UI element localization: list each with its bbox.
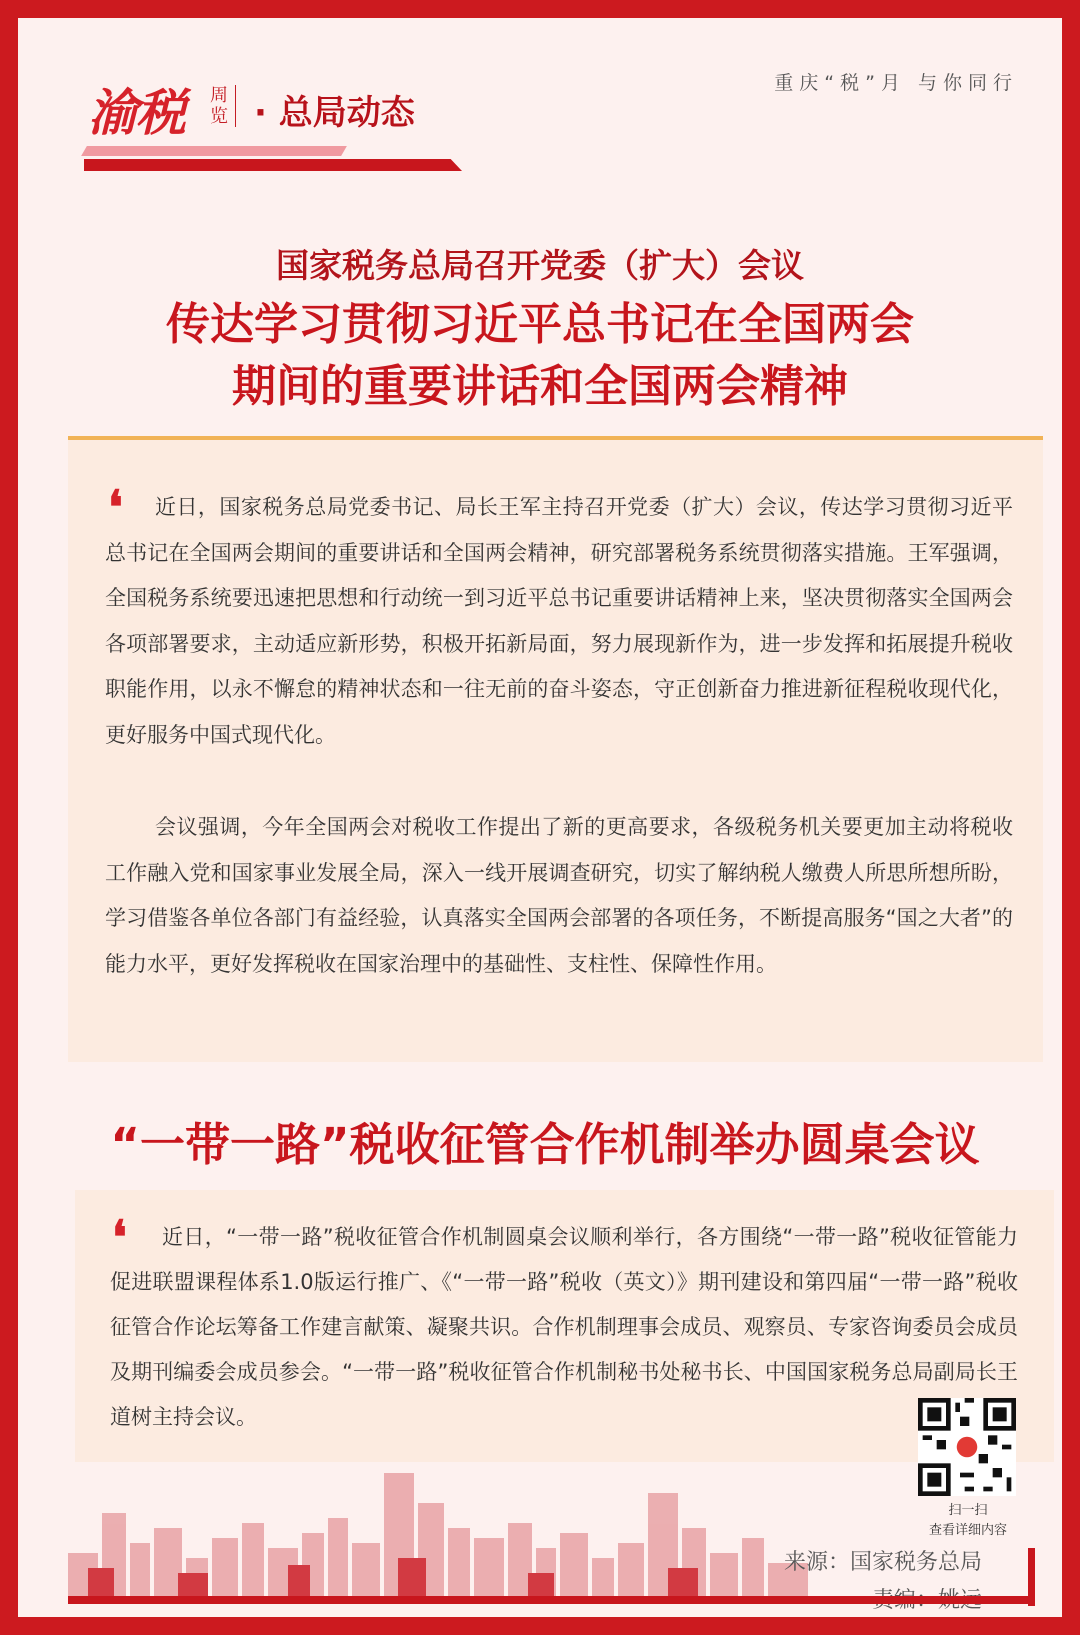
logo: [88, 73, 228, 145]
footer-vertical-bar: [1028, 1548, 1035, 1606]
section-title: · 总局动态: [254, 93, 415, 133]
article2-paragraph1: 近日，“一带一路”税收征管合作机制圆桌会议顺利举行，各方围绕“一带一路”税收征管能力促进联盟课程体系1.0版运行推广、《“一带一路”税收（英文）》期刊建设和第四届“一带一路”税收征管合作论坛筹备工作建言献策、凝聚共识。合作机制理事会成员、观察员、专家咨询委员会成员及期刊编委会成员参会。“一带一路”税收征管合作机制秘书处秘书长、中国国家税务总局副局长王道树主持会议。: [110, 1225, 1018, 1429]
logo-text: 渝税: [88, 83, 184, 142]
logo-subtitle: 周览: [210, 85, 236, 127]
qr-caption: [913, 1501, 1023, 1541]
header-decor-bar-dark: [84, 159, 462, 171]
poster-frame: [18, 18, 1062, 1617]
article1-title-line1: 传达学习贯彻习近平总书记在全国两会: [166, 299, 914, 350]
qr-code-icon[interactable]: [918, 1398, 1016, 1496]
article1-paragraph1: 近日，国家税务总局党委书记、局长王军主持召开党委（扩大）会议，传达学习贯彻习近平总书记在全国两会期间的重要讲话和全国两会精神，研究部署税务系统贯彻落实措施。王军强调，全国税务系统要迅速把思想和行动统一到习近平总书记重要讲话精神上来，坚决贯彻落实全国两会各项部署要求，主动适应新形势，积极开拓新局面，努力展现新作为，进一步发挥和拓展提升税收职能作用，以永不懈怠的精神状态和一往无前的奋斗姿态，守正创新奋力推进新征程税收现代化，更好服务中国式现代化。: [105, 495, 1013, 747]
tagline: 重庆“税”月 与你同行: [774, 72, 1018, 94]
article1-title: [18, 294, 1062, 418]
article1-pre-title: 国家税务总局召开党委（扩大）会议: [276, 246, 804, 285]
footer-bottom-bar: [68, 1596, 1028, 1604]
city-skyline-icon: [68, 1473, 808, 1603]
article1-title-line2: 期间的重要讲话和全国两会精神: [232, 361, 848, 412]
qr-caption-line2: 查看详细内容: [928, 1523, 1007, 1538]
article2-title: “一带一路”税收征管合作机制举办圆桌会议: [110, 1118, 980, 1171]
source-text: 来源：国家税务总局: [783, 1550, 982, 1575]
article1-paragraph2: 会议强调，今年全国两会对税收工作提出了新的更高要求，各级税务机关要更加主动将税收工作融入党和国家事业发展全局，深入一线开展调查研究，切实了解纳税人缴费人所思所想所盼，学习借鉴各单位各部门有益经验，认真落实全国两会部署的各项任务，不断提高服务“国之大者”的能力水平，更好发挥税收在国家治理中的基础性、支柱性、保障性作用。: [105, 815, 1013, 976]
header-decor-bar-light: [81, 146, 347, 156]
quote-icon: ❛: [108, 480, 123, 534]
footer-credits: [784, 1544, 982, 1617]
qr-caption-line1: 扫一扫: [948, 1503, 988, 1518]
quote-icon: ❛: [112, 1210, 127, 1264]
